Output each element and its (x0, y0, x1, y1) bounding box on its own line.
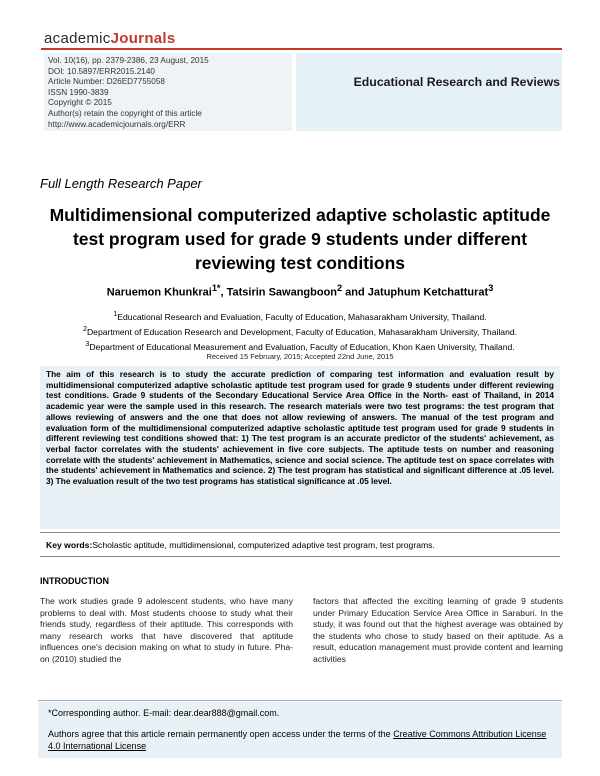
author-sup: 1* (211, 283, 221, 293)
logo-text-journals: Journals (110, 30, 176, 47)
meta-article-number: Article Number: D26ED7755058 (48, 77, 165, 87)
meta-issn: ISSN 1990-3839 (48, 87, 109, 97)
affiliation-text: Department of Education Research and Development, Faculty of Education, Mahasarakham University, Thailand. (86, 326, 518, 337)
author-name: Jatuphum Ketchatturat (367, 286, 489, 299)
author-sup: 2 (337, 283, 343, 293)
license-notice (48, 728, 558, 752)
license-text: Authors agree that this article remain permanently open access under the terms of the (48, 729, 394, 739)
intro-column-right: factors that affected the exciting learning of grade 9 students under Primary Education Service Area Office in Saraburi. In the study, it was found out that the highest average was obtained by the students who chose to study based on their aptitude. As a result, education management must provide content and learning activities (313, 596, 563, 664)
footer-rule (38, 700, 562, 701)
intro-column-left: The work studies grade 9 adolescent students, who have many problems to deal with. Most students choose to study what their friends study, regardless of their aptitude. This corresponds with many research works that have discovered that aptitude influences one's decision making on what to study in future. Pha-on (2010) studied the (40, 596, 293, 664)
keywords (46, 540, 556, 550)
received-dates: Received 15 February, 2015; Accepted 22nd June, 2015 (206, 352, 394, 361)
affiliation-text: Department of Educational Measurement and Evaluation, Faculty of Education, Khon Kaen University, Thailand. (89, 341, 515, 352)
author-sup: 3 (488, 283, 494, 293)
affiliation-sup: 2 (82, 324, 87, 333)
affiliation (40, 323, 560, 338)
author-name: Tatsirin Sawangboon (226, 286, 338, 299)
keywords-divider (40, 556, 560, 557)
keywords-label: Key words: (46, 540, 93, 550)
paper-title: Multidimensional computerized adaptive scholastic aptitude test program used for grade 9 students under different reviewing test conditions (49, 205, 551, 273)
author-name: Naruemon Khunkrai (106, 286, 212, 299)
affiliation (40, 308, 560, 323)
meta-copyright: Copyright © 2015 (48, 98, 112, 108)
journal-logo (44, 30, 176, 47)
affiliation (40, 338, 560, 353)
journal-name: Educational Research and Reviews (353, 75, 560, 89)
keywords-text: Scholastic aptitude, multidimensional, computerized adaptive test program, test programs. (92, 540, 435, 550)
meta-doi: DOI: 10.5897/ERR2015.2140 (48, 66, 155, 76)
abstract-divider (40, 532, 560, 533)
section-heading-introduction: INTRODUCTION (40, 576, 109, 586)
paper-type: Full Length Research Paper (40, 176, 202, 191)
meta-rights: Author(s) retain the copyright of this article (48, 108, 202, 118)
meta-url[interactable]: http://www.academicjournals.org/ERR (48, 119, 186, 129)
article-meta (48, 56, 209, 130)
affiliation-sup: 3 (85, 339, 90, 348)
journal-panel (296, 53, 562, 131)
affiliations (40, 308, 560, 353)
logo-text-academic: academic (44, 30, 111, 47)
corresponding-author: *Corresponding author. E-mail: dear.dear888@gmail.com. (48, 708, 280, 718)
abstract-text: The aim of this research is to study the accurate prediction of comparing test information and evaluation result by multidimensional computerized adaptive scholastic aptitude test program used for grade 9 students under different reviewing test conditions. Grade 9 students of the Secondary Educational Service Area Office in the North- east of Thailand, in 2014 academic year were the sample used in this research. The research materials were two test programs: the test program that allows reviewing of answers and the one that does not allow reviewing of answers. The manual of the test program and evaluation form of the multidimensional computerized adaptive scholastic aptitude test program used for grade 9 students in different reviewing test conditions showed that: 1) The test program is an accurate predictor of the students' achievement, as verbal factor correlates with the students' achievement in five core subjects. The aptitude tests on number and reasoning correlate with the students' achievement in Mathematics, science and social science. The aptitude test on space correlates with the students' achievement in Mathematics and science. 2) The test program has statistical and significant difference at .05 level. 3) The evaluation result of the two test programs has statistical significance at .05 level. (46, 369, 554, 487)
header-rule (41, 48, 562, 50)
meta-volume: Vol. 10(16), pp. 2379-2386, 23 August, 2015 (48, 56, 209, 65)
license-link[interactable]: Creative Commons Attribution License 4.0 International License (48, 729, 547, 751)
affiliation-sup: 1 (113, 310, 118, 318)
author-list: Naruemon Khunkrai$^{1*}$, Tatsirin Sawangboon$^2$ and Jatuphum Ketchatturat$^3$ (106, 283, 494, 299)
affiliation-text: Educational Research and Evaluation, Faculty of Education, Mahasarakham University, Thailand. (117, 311, 487, 322)
